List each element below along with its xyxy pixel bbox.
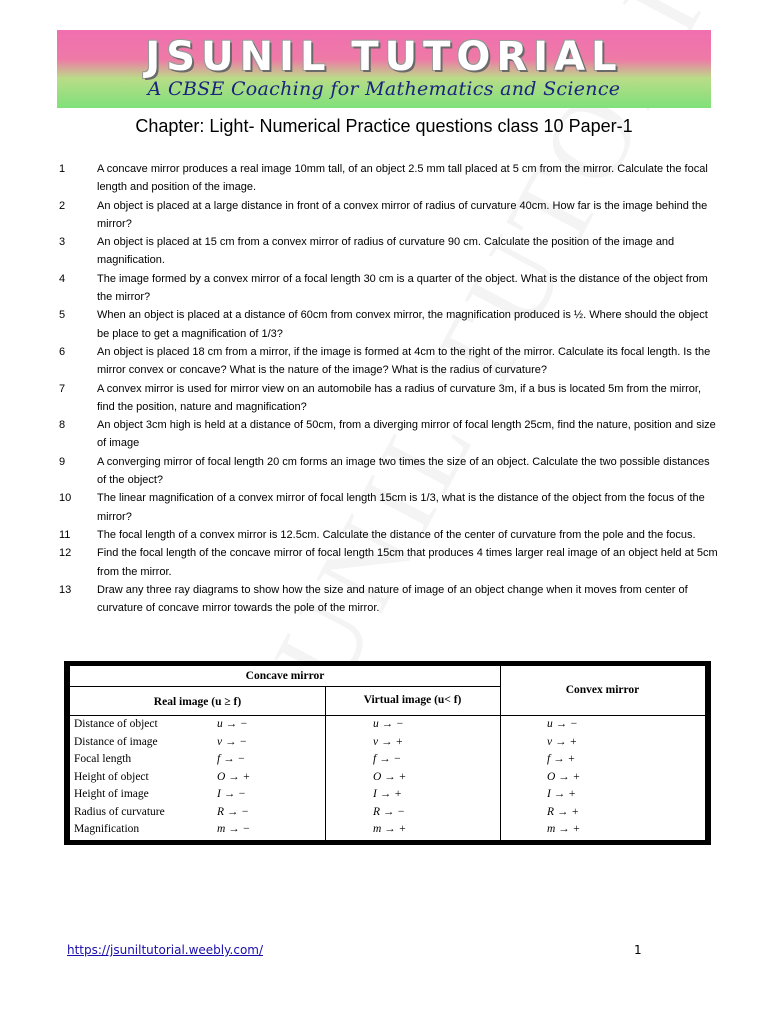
virtual-image-sign: f → −: [373, 753, 402, 765]
convex-mirror-header: Convex mirror: [565, 684, 640, 696]
row-label: Distance of object: [74, 718, 158, 730]
table-row: [70, 823, 705, 841]
real-image-sign: R → −: [217, 805, 250, 818]
question-text: Draw any three ray diagrams to show how the size and nature of image of an object change when it moves from center of curvature of concave mirror towards the pole of the mirror.: [97, 583, 688, 615]
question-item: [50, 453, 720, 490]
virtual-image-sign: m → +: [373, 823, 407, 835]
convex-mirror-sign: f → +: [547, 753, 576, 765]
question-text: A concave mirror produces a real image 10mm tall, of an object 2.5 mm tall placed at 5 cm from the mirror. Calculate the focal length and position of the image.: [97, 163, 708, 194]
convex-mirror-sign: R → +: [547, 805, 580, 818]
question-item: [50, 544, 720, 581]
footer-link[interactable]: https://jsuniltutorial.weebly.com/: [67, 943, 264, 957]
question-list: [50, 160, 720, 617]
question-text: An object is placed at a large distance in front of a convex mirror of radius of curvature 40cm. How far is the image behind the mirror?: [97, 199, 708, 230]
real-image-sign: I → −: [217, 788, 246, 800]
question-number: 8: [59, 419, 66, 432]
row-label: Height of object: [74, 770, 149, 783]
virtual-image-sign: v → +: [373, 735, 404, 748]
table-row: [70, 806, 705, 824]
question-item: [50, 270, 720, 307]
virtual-image-sign: I → +: [373, 788, 402, 800]
table-row: [70, 788, 705, 806]
question-number: 5: [59, 309, 66, 322]
question-item: [50, 416, 720, 453]
concave-mirror-header: Concave mirror: [245, 670, 325, 682]
question-number: 6: [59, 345, 66, 358]
banner-subtitle: A CBSE Coaching for Mathematics and Science: [147, 78, 621, 100]
question-item: [50, 197, 720, 234]
real-image-sign: O → +: [217, 770, 251, 783]
question-number: 12: [59, 547, 72, 560]
row-label: Radius of curvature: [74, 805, 165, 818]
real-image-sign: v → −: [217, 735, 248, 748]
page-number: 1: [634, 943, 642, 957]
question-text: A convex mirror is used for mirror view on an automobile has a radius of curvature 3m, if a bus is located 5m from the mirror, find the position, nature and magnification?: [97, 382, 702, 413]
real-image-header: Real image (u ≥ f): [153, 696, 242, 708]
table-row: [70, 753, 705, 771]
question-number: 1: [59, 163, 66, 175]
real-image-sign: f → −: [217, 753, 246, 765]
convex-mirror-sign: v → +: [547, 735, 578, 748]
real-image-sign: m → −: [217, 823, 251, 835]
question-text: The linear magnification of a convex mirror of focal length 15cm is 1/3, what is the distance of the object from the focus of the mirror?: [97, 492, 705, 523]
table-divider: [70, 715, 705, 716]
question-number: 2: [59, 199, 66, 212]
convex-mirror-sign: O → +: [547, 770, 581, 783]
row-label: Magnification: [74, 823, 140, 835]
convex-mirror-sign: m → +: [547, 823, 581, 835]
convex-mirror-sign: u → −: [547, 718, 578, 730]
question-number: 11: [59, 528, 71, 541]
question-item: [50, 233, 720, 270]
question-text: When an object is placed at a distance of 60cm from convex mirror, the magnification produced is ½. Where should the object be place to get a magnification of 1/3?: [97, 309, 708, 340]
question-number: 3: [59, 236, 66, 249]
question-item: [50, 581, 720, 618]
row-label: Distance of image: [74, 735, 158, 748]
convex-mirror-sign: I → +: [547, 788, 576, 800]
question-item: [50, 489, 720, 526]
virtual-image-sign: u → −: [373, 718, 404, 730]
question-text: An object is placed 18 cm from a mirror, if the image is formed at 4cm to the right of the mirror. Calculate its focal length. Is the mirror convex or concave? What is the nature of the image? What is the radius of curvature?: [97, 345, 711, 377]
header-banner: [57, 30, 711, 108]
sign-convention-table: [64, 661, 711, 845]
question-number: 13: [59, 583, 72, 596]
question-item: [50, 343, 720, 380]
question-number: 10: [59, 492, 72, 505]
page-title: Chapter: Light- Numerical Practice questions class 10 Paper-1: [135, 116, 633, 136]
virtual-image-sign: O → +: [373, 770, 407, 783]
question-item: [50, 160, 720, 197]
table-divider: [70, 686, 500, 687]
table-row: [70, 771, 705, 789]
question-item: [50, 306, 720, 343]
question-text: An object 3cm high is held at a distance of 50cm, from a diverging mirror of focal length 25cm, find the nature, position and size of image: [97, 419, 716, 450]
question-number: 4: [59, 272, 66, 285]
question-item: [50, 526, 720, 544]
banner-title: JSUNIL TUTORIAL: [145, 34, 623, 80]
question-number: 7: [59, 382, 66, 395]
question-text: Find the focal length of the concave mirror of focal length 15cm that produces 4 times larger real image of an object held at 5cm from the mirror.: [97, 547, 718, 578]
virtual-image-header: Virtual image (u< f): [363, 694, 462, 706]
question-text: The focal length of a convex mirror is 12.5cm. Calculate the distance of the center of curvature from the pole and the focus.: [97, 528, 696, 541]
question-text: The image formed by a convex mirror of a focal length 30 cm is a quarter of the object. What is the distance of the object from the mirror?: [97, 272, 708, 304]
question-text: A converging mirror of focal length 20 cm forms an image two times the size of an object. Calculate the two possible distances of the object?: [97, 455, 710, 487]
table-row: [70, 718, 705, 736]
question-item: [50, 380, 720, 417]
real-image-sign: u → −: [217, 718, 248, 730]
table-row: [70, 736, 705, 754]
question-number: 9: [59, 455, 66, 468]
row-label: Focal length: [74, 753, 132, 765]
virtual-image-sign: R → −: [373, 805, 406, 818]
question-text: An object is placed at 15 cm from a convex mirror of radius of curvature 90 cm. Calculate the position of the image and magnification.: [97, 236, 675, 267]
row-label: Height of image: [74, 788, 149, 800]
